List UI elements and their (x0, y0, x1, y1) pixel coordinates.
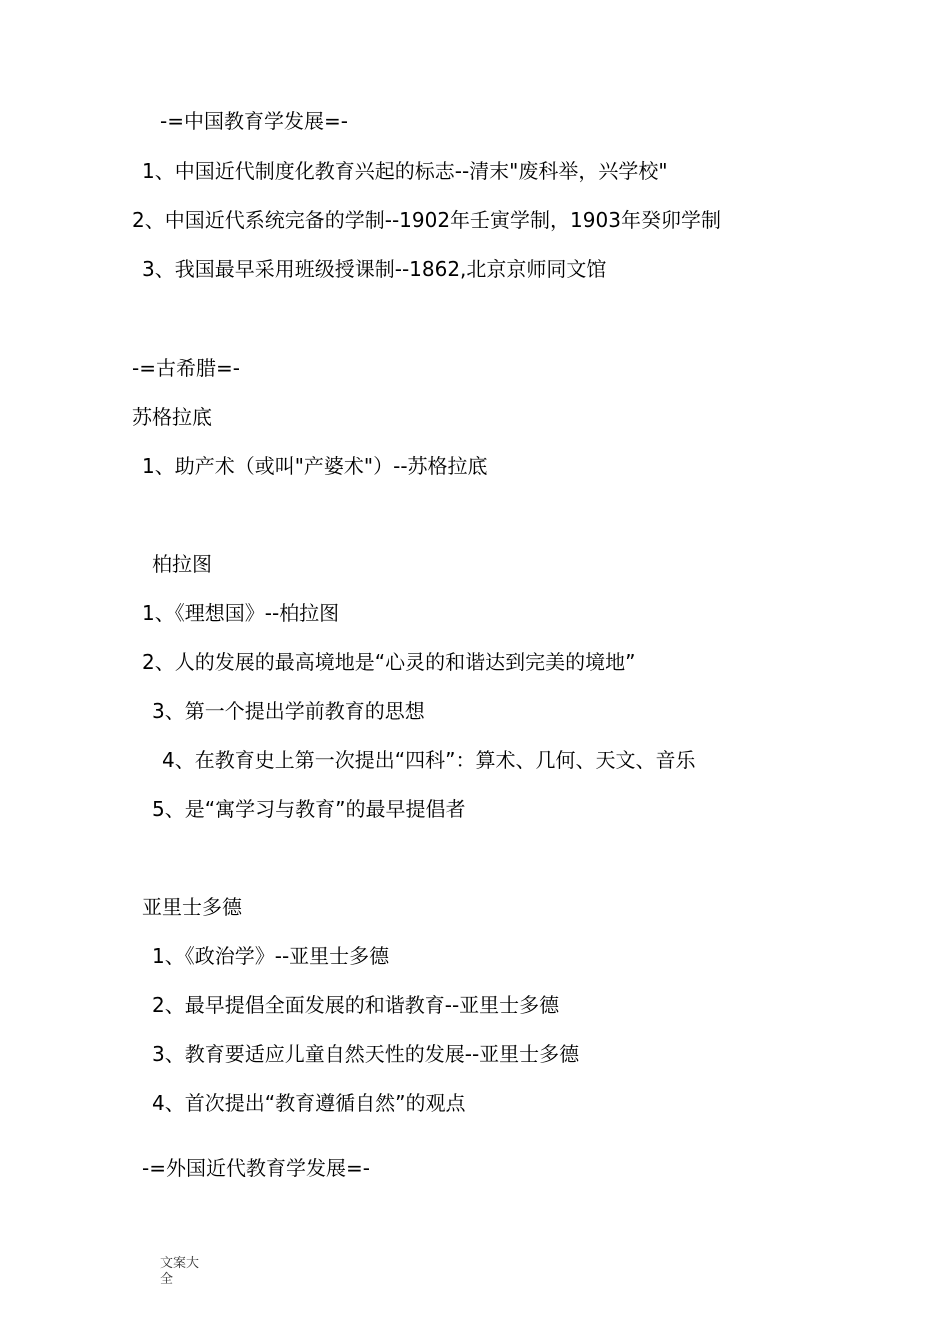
list-item: 3、教育要适应儿童自然天性的发展--亚里士多德 (152, 1042, 580, 1066)
list-item: 5、是“寓学习与教育”的最早提倡者 (152, 797, 466, 821)
list-item: 3、第一个提出学前教育的思想 (152, 699, 425, 723)
section-heading-modern-foreign: -=外国近代教育学发展=- (142, 1156, 370, 1180)
list-item: 1、《理想国》--柏拉图 (142, 601, 340, 625)
subheading-aristotle: 亚里士多德 (142, 895, 242, 919)
list-item: 1、助产术（或叫"产婆术"）--苏格拉底 (142, 454, 488, 478)
list-item: 2、中国近代系统完备的学制--1902年壬寅学制，1903年癸卯学制 (132, 208, 721, 232)
list-item: 1、中国近代制度化教育兴起的标志--清末"废科举，兴学校" (142, 159, 668, 183)
list-item: 4、首次提出“教育遵循自然”的观点 (152, 1091, 466, 1115)
footer-label: 文案大全 (160, 1256, 200, 1287)
subheading-plato: 柏拉图 (152, 552, 212, 576)
list-item: 4、在教育史上第一次提出“四科”：算术、几何、天文、音乐 (162, 748, 696, 772)
list-item: 2、人的发展的最高境地是“心灵的和谐达到完美的境地” (142, 650, 636, 674)
section-heading-ancient-greece: -=古希腊=- (132, 356, 240, 380)
list-item: 3、我国最早采用班级授课制--1862,北京京师同文馆 (142, 257, 607, 281)
subheading-socrates: 苏格拉底 (132, 405, 212, 429)
section-heading-china: -=中国教育学发展=- (160, 109, 348, 133)
list-item: 2、最早提倡全面发展的和谐教育--亚里士多德 (152, 993, 560, 1017)
list-item: 1、《政治学》--亚里士多德 (152, 944, 390, 968)
